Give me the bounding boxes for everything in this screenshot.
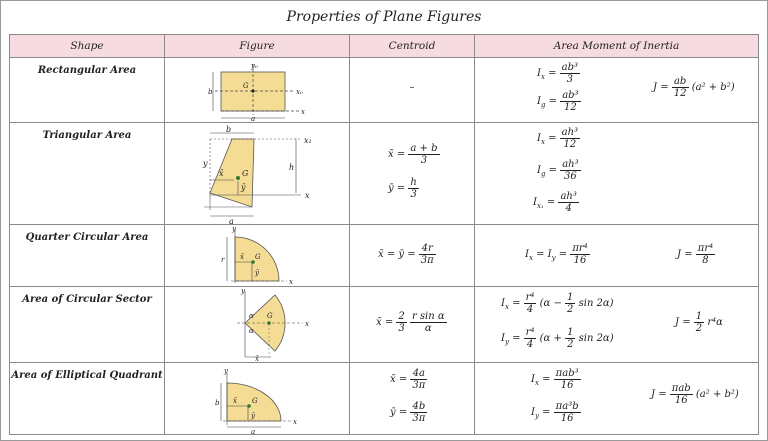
label-x: x — [301, 108, 305, 116]
label-b: b — [215, 399, 220, 407]
moment-cell — [475, 58, 759, 123]
sector-figure — [165, 287, 350, 362]
tri-ix: $I_x$ = $\frac{\text{ah³}}{12}$ — [537, 127, 579, 150]
triangle-figure — [165, 123, 350, 224]
moment-cell — [475, 123, 759, 225]
label-x: x — [289, 278, 293, 286]
sector-j: J = $\frac{1}{2}$ r⁴α — [675, 311, 723, 334]
header-moment: Area Moment of Inertia — [475, 35, 759, 58]
centroid-cell — [350, 287, 475, 363]
qc-centroid: x̄ = ȳ = $\frac{4r}{3\pi}$ — [378, 243, 434, 266]
label-a: a — [251, 428, 256, 434]
label-y: y — [232, 225, 236, 233]
centroid-cell — [350, 58, 475, 123]
ellipse-ybar: ȳ = $\frac{4b}{3\pi}$ — [390, 401, 426, 424]
label-xbar: x̄ — [240, 253, 244, 261]
label-y0: y₀ — [251, 62, 258, 70]
tri-ybar: ȳ = $\frac{h}{3}$ — [388, 177, 417, 200]
label-alpha-top: α — [249, 312, 254, 320]
label-G: G — [243, 82, 249, 90]
sector-iy: $I_y$ = $\frac{\text{r⁴}}{4}$ (α + $\frac{1}{2}$ sin 2α) — [501, 327, 614, 350]
centroid-value: – — [409, 82, 415, 93]
label-r: r — [221, 256, 225, 264]
sector-ix: $I_x$ = $\frac{\text{r⁴}}{4}$ (α − $\frac{1}{2}$ sin 2α) — [501, 292, 614, 315]
label-x: x — [293, 418, 297, 426]
header-row — [10, 35, 759, 58]
figure-cell — [165, 287, 350, 363]
table-row — [10, 123, 759, 225]
page-title: Properties of Plane Figures — [286, 9, 482, 25]
rectangle-figure — [165, 58, 350, 122]
label-G: G — [242, 169, 249, 178]
label-y: y — [203, 159, 208, 168]
moment-cell — [475, 363, 759, 435]
label-xbar: x̄ — [219, 169, 224, 178]
header-figure: Figure — [165, 35, 350, 58]
rect-j: J = $\frac{ab}{12}$ (a² + b²) — [653, 76, 735, 99]
rect-ix: $I_x$ = $\frac{\text{ab³}}{3}$ — [537, 62, 579, 85]
table-row — [10, 363, 759, 435]
label-alpha-bottom: α — [249, 327, 254, 335]
label-y: y — [241, 287, 245, 295]
ellipse-ix: $I_x$ = $\frac{\text{πab³}}{16}$ — [531, 368, 579, 391]
label-xbar: x̄ — [233, 397, 237, 405]
label-ybar: ȳ — [255, 269, 259, 277]
label-xbar: x̄ — [255, 355, 259, 362]
figure-cell — [165, 123, 350, 225]
qc-j: J = $\frac{\text{πr⁴}}{8}$ — [677, 243, 714, 266]
figure-cell — [165, 58, 350, 123]
label-y: y — [224, 367, 228, 375]
moment-cell — [475, 225, 759, 287]
header-shape: Shape — [10, 35, 165, 58]
label-ybar: ȳ — [241, 183, 246, 192]
label-h: h — [289, 163, 295, 172]
properties-table — [9, 34, 759, 435]
moment-cell — [475, 287, 759, 363]
shape-name: Quarter Circular Area — [10, 225, 165, 287]
tri-ig: $I_g$ = $\frac{\text{ah³}}{36}$ — [537, 159, 579, 182]
shape-name: Area of Circular Sector — [10, 287, 165, 363]
label-x: x — [305, 320, 309, 328]
label-x0: x₀ — [296, 88, 303, 96]
label-b: b — [208, 88, 213, 96]
header-centroid: Centroid — [350, 35, 475, 58]
ellipse-iy: $I_y$ = $\frac{\text{πa³b}}{16}$ — [531, 401, 579, 424]
tri-xbar: x̄ = $\frac{a + b}{3}$ — [388, 143, 438, 166]
centroid-cell — [350, 363, 475, 435]
label-G: G — [252, 397, 258, 405]
label-a: a — [251, 115, 256, 122]
shape-name: Area of Elliptical Quadrant — [10, 363, 165, 435]
sector-centroid: x̄ = $\frac{2}{3}$ $\frac{\text{r sin α}}{\alpha}$ — [376, 311, 445, 334]
label-ybar: ȳ — [251, 412, 255, 420]
tri-ix1: $I_{x_1}$ = $\frac{\text{ah³}}{4}$ — [533, 191, 577, 214]
table-row — [10, 225, 759, 287]
label-a: a — [229, 217, 234, 224]
label-x1: x₁ — [304, 136, 312, 145]
ellipse-j: J = $\frac{\text{πab}}{16}$ (a² + b²) — [651, 383, 739, 406]
ellipse-quadrant-figure — [165, 363, 350, 434]
ellipse-xbar: x̄ = $\frac{4a}{3\pi}$ — [390, 368, 426, 391]
figure-cell — [165, 363, 350, 435]
table-row — [10, 58, 759, 123]
quarter-circle-figure — [165, 225, 350, 286]
centroid-cell — [350, 225, 475, 287]
label-b: b — [226, 125, 232, 134]
label-G: G — [255, 253, 261, 261]
figure-cell — [165, 225, 350, 287]
shape-name: Rectangular Area — [10, 58, 165, 123]
rect-ig: $I_g$ = $\frac{\text{ab³}}{12}$ — [537, 90, 579, 113]
shape-name: Triangular Area — [10, 123, 165, 225]
label-G: G — [267, 312, 273, 320]
centroid-cell — [350, 123, 475, 225]
table-row — [10, 287, 759, 363]
label-x: x — [305, 191, 310, 200]
qc-inertia: $I_x = I_y$ = $\frac{\text{πr⁴}}{16}$ — [525, 243, 588, 266]
